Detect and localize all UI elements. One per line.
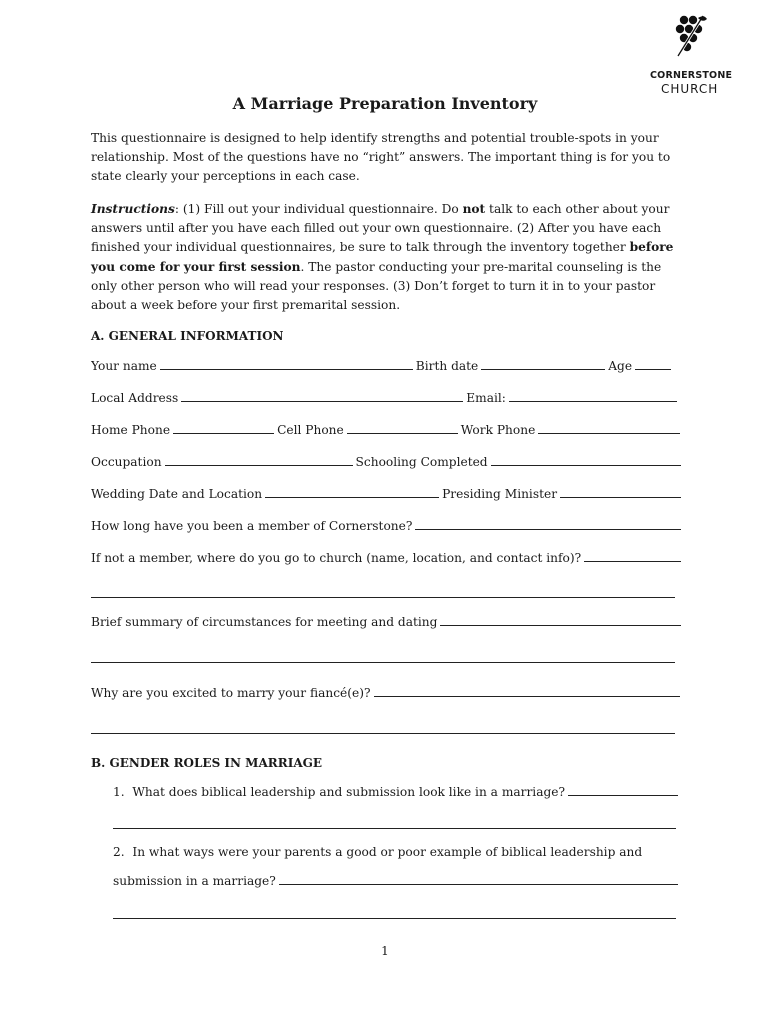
row-occupation: Occupation Schooling Completed bbox=[91, 455, 681, 469]
question-1: 1. What does biblical leadership and submission look like in a marriage? bbox=[113, 785, 678, 799]
email-field[interactable] bbox=[509, 400, 677, 402]
row-summary: Brief summary of circumstances for meeting and dating bbox=[91, 615, 681, 629]
wedding-date-location-field[interactable] bbox=[265, 496, 439, 498]
page-title: A Marriage Preparation Inventory bbox=[232, 94, 538, 113]
logo-line2: CHURCH bbox=[661, 82, 719, 96]
occupation-field[interactable] bbox=[165, 464, 353, 466]
row-wedding: Wedding Date and Location Presiding Minister bbox=[91, 487, 681, 501]
intro-paragraph: This questionnaire is designed to help identify strengths and potential trouble-spots in your relationship. Most of the questions have no “right” answers. The important thing is for you to state clearly your perceptions in each case. bbox=[91, 131, 671, 184]
not-member-field[interactable] bbox=[584, 560, 681, 562]
row-excited: Why are you excited to marry your fiancé(e)? bbox=[91, 686, 681, 700]
logo-line1: CORNERSTONE bbox=[650, 70, 733, 81]
home-phone-field[interactable] bbox=[173, 432, 274, 434]
work-phone-field[interactable] bbox=[538, 432, 680, 434]
page-number: 1 bbox=[381, 944, 389, 958]
row-member-how-long: How long have you been a member of Cornerstone? bbox=[91, 519, 681, 533]
section-b-heading: B. GENDER ROLES IN MARRIAGE bbox=[91, 756, 323, 770]
not-member-field-continued[interactable] bbox=[91, 597, 675, 598]
schooling-field[interactable] bbox=[491, 464, 681, 466]
instructions-paragraph: Instructions: (1) Fill out your individual questionnaire. Do not talk to each other about your answers until after you have each filled out your own questionnaire. (2) After you have each finished your individual questionnaires, be sure to talk through the inventory together before you come for your first session. The pastor conducting your pre-marital counseling is the only other person who will read your responses. (3) Don’t forget to turn it in to your pastor about a week before your first premarital session. bbox=[91, 202, 674, 313]
summary-field[interactable] bbox=[440, 624, 681, 626]
question-2-field-continued[interactable] bbox=[113, 918, 676, 919]
question-1-field[interactable] bbox=[568, 794, 678, 796]
excited-field[interactable] bbox=[374, 695, 680, 697]
local-address-field[interactable] bbox=[181, 400, 463, 402]
row-address: Local Address Email: bbox=[91, 391, 681, 405]
row-phones: Home Phone Cell Phone Work Phone bbox=[91, 423, 681, 437]
birth-date-field[interactable] bbox=[481, 368, 605, 370]
cell-phone-field[interactable] bbox=[347, 432, 458, 434]
presiding-minister-field[interactable] bbox=[560, 496, 681, 498]
member-how-long-field[interactable] bbox=[415, 528, 681, 530]
row-name: Your name Birth date Age bbox=[91, 359, 681, 373]
question-1-field-continued[interactable] bbox=[113, 828, 676, 829]
question-2-line2: submission in a marriage? bbox=[113, 874, 678, 888]
excited-field-continued[interactable] bbox=[91, 733, 675, 734]
summary-field-continued[interactable] bbox=[91, 662, 675, 663]
instructions-label: Instructions bbox=[91, 202, 175, 216]
question-2: 2. In what ways were your parents a good or poor example of biblical leadership and bbox=[113, 845, 643, 859]
question-2-field[interactable] bbox=[279, 883, 678, 885]
row-not-member: If not a member, where do you go to church (name, location, and contact info)? bbox=[91, 551, 681, 565]
age-field[interactable] bbox=[635, 368, 671, 370]
section-a-heading: A. GENERAL INFORMATION bbox=[91, 329, 284, 343]
cornerstone-logo bbox=[640, 12, 745, 96]
name-field[interactable] bbox=[160, 368, 413, 370]
grapes-icon bbox=[672, 12, 712, 58]
